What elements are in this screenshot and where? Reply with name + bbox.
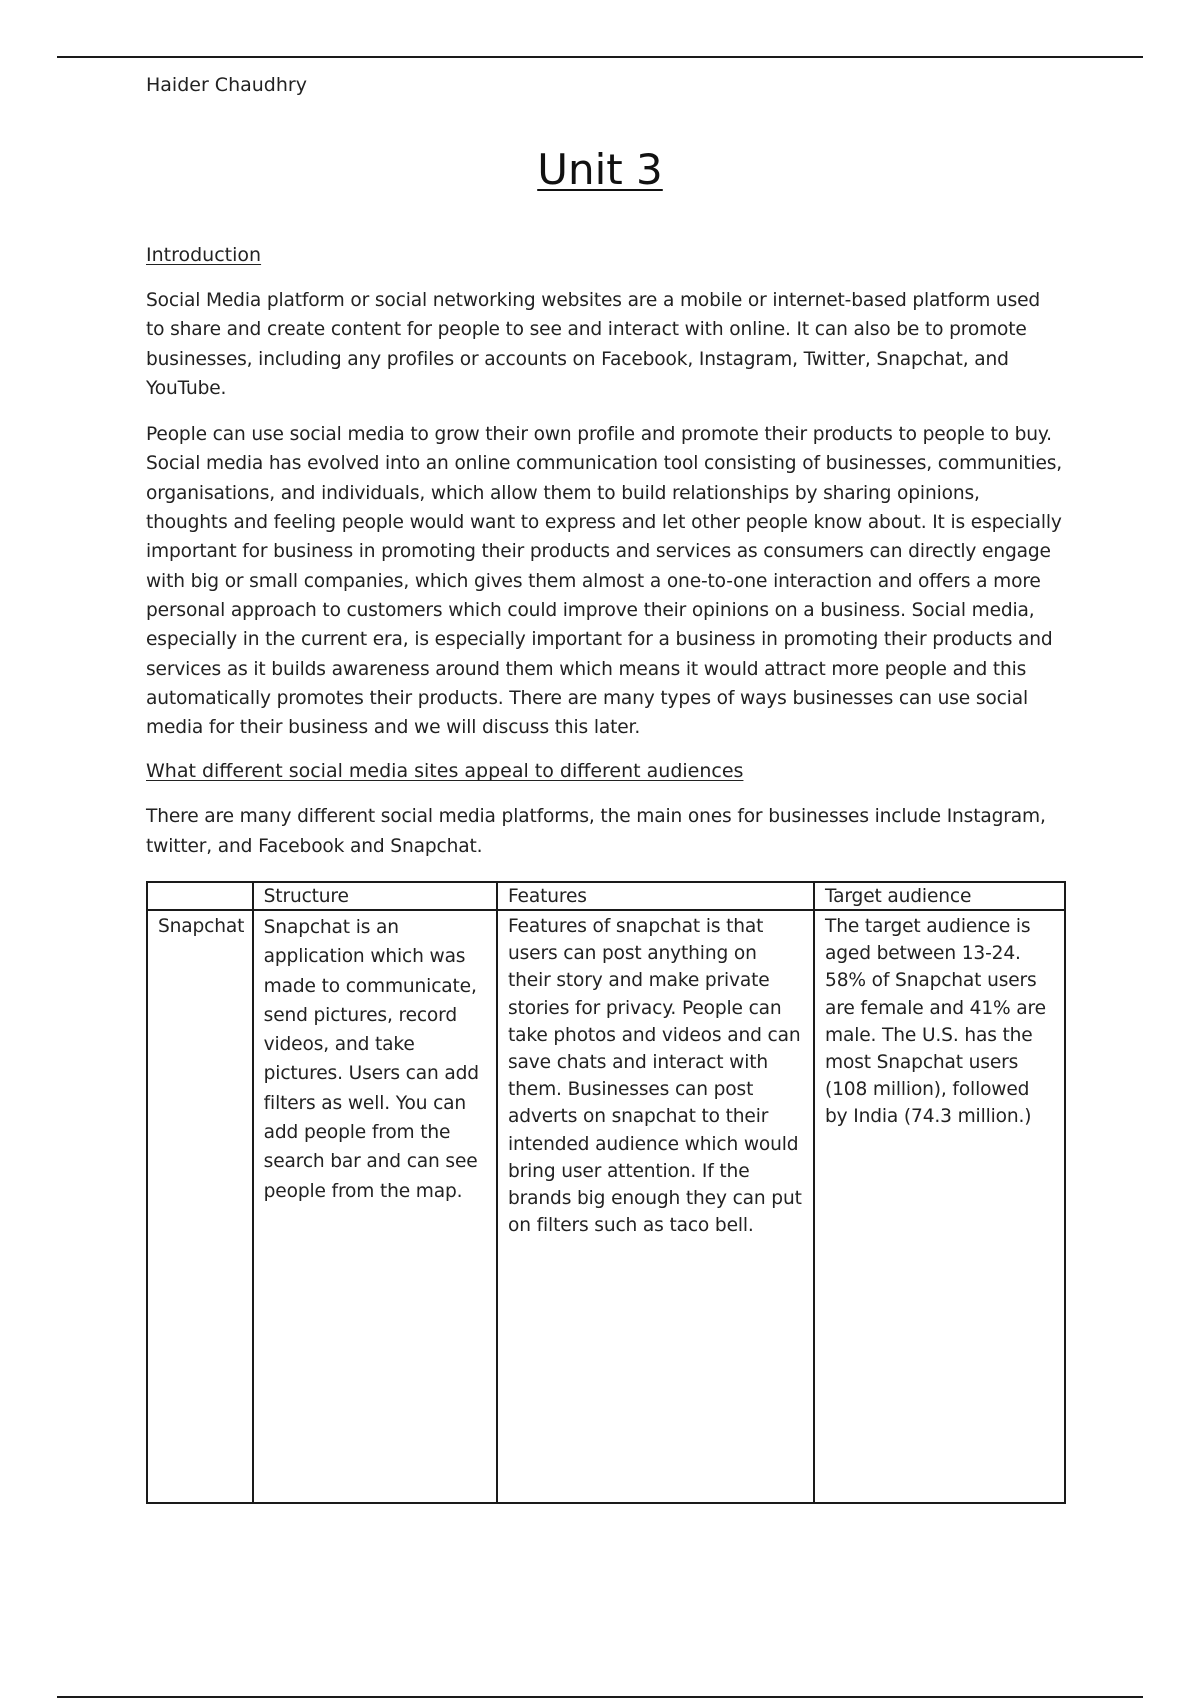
table-header-cell-empty	[147, 882, 253, 910]
features-cell: Features of snapchat is that users can post anything on their story and make private stories for privacy. People can take photos and videos and can save chats and interact with them. Businesses can post adverts on snapchat to their intended audience which would bring user attention. If the brands big enough they can put on filters such as taco bell.	[497, 910, 814, 1503]
platform-name-cell: Snapchat	[147, 910, 253, 1503]
intro-paragraph-2: People can use social media to grow their own profile and promote their products to people to buy. Social media has evolved into an online communication tool consisting of businesses, communities, organisations, and individuals, which allow them to build relationships by sharing opinions, thoughts and feeling people would want to express and let other people know about. It is especially important for business in promoting their products and services as consumers can directly engage with big or small companies, which gives them almost a one-to-one interaction and offers a more personal approach to customers which could improve their opinions on a business. Social media, especially in the current era, is especially important for a business in promoting their products and services as it builds awareness around them which means it would attract more people and this automatically promotes their products. There are many types of ways businesses can use social media for their business and we will discuss this later.	[146, 424, 1063, 739]
table-header-structure: Structure	[253, 882, 497, 910]
target-audience-cell: The target audience is aged between 13-24. 58% of Snapchat users are female and 41% are male. The U.S. has the most Snapchat users (108 million), followed by India (74.3 million.)	[814, 910, 1065, 1503]
page-title-text: Unit 3	[537, 145, 663, 194]
structure-cell: Snapchat is an application which was made to communicate, send pictures, record videos, and take pictures. Users can add filters as well. You can add people from the search bar and can see people from the map.	[253, 910, 497, 1503]
header-rule	[57, 56, 1143, 58]
audiences-paragraph: There are many different social media platforms, the main ones for businesses include Instagram, twitter, and Facebook and Snapchat.	[146, 806, 1046, 857]
page-title	[0, 140, 1200, 200]
table-header-row	[147, 882, 1065, 910]
footer-rule	[57, 1696, 1143, 1698]
audiences-heading: What different social media sites appeal to different audiences	[146, 760, 744, 783]
platform-comparison-table	[146, 881, 1066, 1504]
document-body	[146, 243, 1066, 878]
table-row	[147, 910, 1065, 1503]
table-header-features: Features	[497, 882, 814, 910]
table-header-target-audience: Target audience	[814, 882, 1065, 910]
introduction-heading: Introduction	[146, 244, 262, 266]
author-name: Haider Chaudhry	[146, 74, 307, 96]
intro-paragraph-1: Social Media platform or social networking websites are a mobile or internet-based platform used to share and create content for people to see and interact with online. It can also be to promote businesses, including any profiles or accounts on Facebook, Instagram, Twitter, Snapchat, and YouTube.	[146, 290, 1041, 399]
